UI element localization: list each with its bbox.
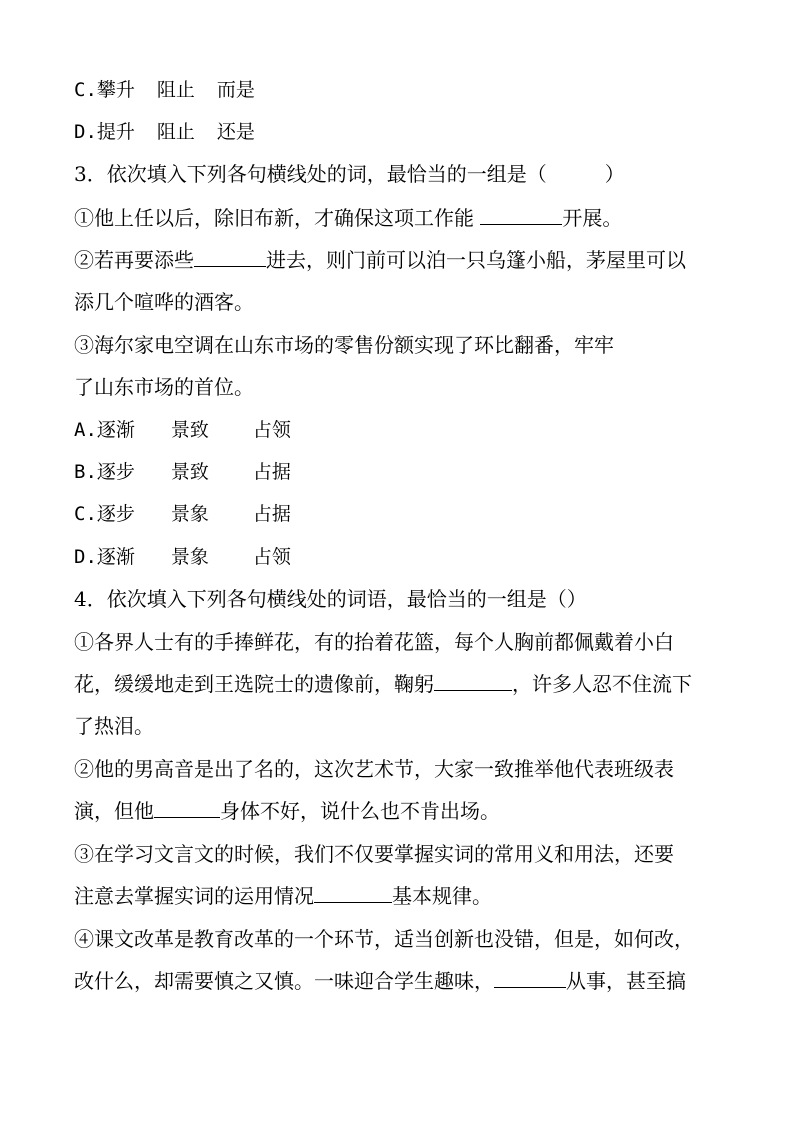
- option-word-2: 阻止: [156, 79, 195, 101]
- option-word-2: 景致: [170, 461, 209, 483]
- q3-sentence-2: [74, 246, 734, 274]
- option-word-1: 逐渐: [96, 419, 135, 441]
- sentence-text: 花，缓缓地走到王选院士的遗像前，鞠躬: [74, 672, 434, 696]
- sentence-text: 了山东市场的首位。: [74, 375, 254, 399]
- option-word-1: 提升: [96, 121, 135, 143]
- option-word-3: 占领: [252, 419, 291, 441]
- option-letter: D.: [74, 546, 97, 568]
- q4-sentence-2-cont: [74, 797, 734, 825]
- option-letter: B.: [74, 461, 97, 483]
- option-word-2: 景象: [170, 503, 209, 525]
- q4-sentence-1: [74, 628, 734, 656]
- q2-option-d: [74, 118, 734, 146]
- fill-blank[interactable]: [194, 246, 266, 267]
- q3-option-b: [74, 458, 734, 486]
- sentence-text: 改什么，却需要慎之又慎。一味迎合学生趣味，: [74, 969, 494, 993]
- option-letter: C.: [74, 503, 97, 525]
- option-word-3: 占据: [252, 503, 291, 525]
- sentence-text: 注意去掌握实词的运用情况: [74, 884, 314, 908]
- sentence-text: ③在学习文言文的时候，我们不仅要掌握实词的常用义和用法，还要: [74, 842, 674, 866]
- fill-blank[interactable]: [314, 882, 392, 903]
- q4-sentence-3-cont: [74, 882, 734, 910]
- q4-sentence-3: [74, 840, 734, 868]
- option-letter: D.: [74, 121, 97, 143]
- sentence-text: 从事，甚至搞: [566, 969, 686, 993]
- sentence-text: ②他的男高音是出了名的，这次艺术节，大家一致推举他代表班级表: [74, 757, 674, 781]
- option-word-3: 还是: [216, 121, 255, 143]
- option-letter: A.: [74, 419, 97, 441]
- option-word-3: 而是: [216, 79, 255, 101]
- q3-option-c: [74, 500, 734, 528]
- option-word-3: 占领: [252, 546, 291, 568]
- option-word-2: 景致: [170, 419, 209, 441]
- sentence-text: ③海尔家电空调在山东市场的零售份额实现了环比翻番，牢牢: [74, 333, 614, 357]
- sentence-text: ④课文改革是教育改革的一个环节，适当创新也没错，但是，如何改，: [74, 927, 694, 951]
- q3-option-d: [74, 543, 734, 571]
- q4-stem: [74, 585, 734, 613]
- question-stem-text: 4．依次填入下列各句横线处的词语，最恰当的一组是（）: [74, 587, 587, 611]
- q4-sentence-4: [74, 925, 734, 953]
- q4-sentence-1-end: [74, 712, 734, 740]
- q3-option-a: [74, 416, 734, 444]
- question-stem-close: ）: [604, 162, 625, 186]
- sentence-text: ②若再要添些: [74, 248, 194, 272]
- q4-sentence-1-cont: [74, 670, 734, 698]
- sentence-text: 基本规律。: [392, 884, 492, 908]
- q3-sentence-2-cont: [74, 288, 734, 316]
- fill-blank[interactable]: [434, 670, 512, 691]
- q3-sentence-3: [74, 331, 734, 359]
- sentence-text: ，许多人忍不住流下: [512, 672, 692, 696]
- option-word-2: 景象: [170, 546, 209, 568]
- fill-blank[interactable]: [154, 797, 220, 818]
- option-word-1: 攀升: [96, 79, 135, 101]
- sentence-text: 进去，则门前可以泊一只乌篷小船，茅屋里可以: [266, 248, 686, 272]
- sentence-text: 了热泪。: [74, 714, 154, 738]
- fill-blank[interactable]: [480, 204, 562, 225]
- question-stem-text: 3．依次填入下列各句横线处的词，最恰当的一组是（: [74, 162, 547, 186]
- q4-sentence-4-cont: [74, 967, 734, 995]
- q4-sentence-2: [74, 755, 734, 783]
- q3-sentence-3-cont: [74, 373, 734, 401]
- q3-sentence-1: [74, 204, 734, 232]
- sentence-text: ①各界人士有的手捧鲜花，有的抬着花篮，每个人胸前都佩戴着小白: [74, 630, 674, 654]
- sentence-text: 开展。: [562, 206, 623, 230]
- sentence-text: 添几个喧哗的酒客。: [74, 290, 254, 314]
- sentence-text: 身体不好，说什么也不肯出场。: [220, 799, 500, 823]
- option-word-2: 阻止: [156, 121, 195, 143]
- option-word-1: 逐渐: [96, 546, 135, 568]
- option-word-3: 占据: [252, 461, 291, 483]
- option-word-1: 逐步: [96, 461, 135, 483]
- fill-blank[interactable]: [494, 967, 566, 988]
- q2-option-c: [74, 76, 734, 104]
- sentence-text: 演，但他: [74, 799, 154, 823]
- option-letter: C.: [74, 79, 97, 101]
- q3-stem: [74, 160, 734, 188]
- option-word-1: 逐步: [96, 503, 135, 525]
- sentence-text: ①他上任以后，除旧布新，才确保这项工作能: [74, 206, 481, 230]
